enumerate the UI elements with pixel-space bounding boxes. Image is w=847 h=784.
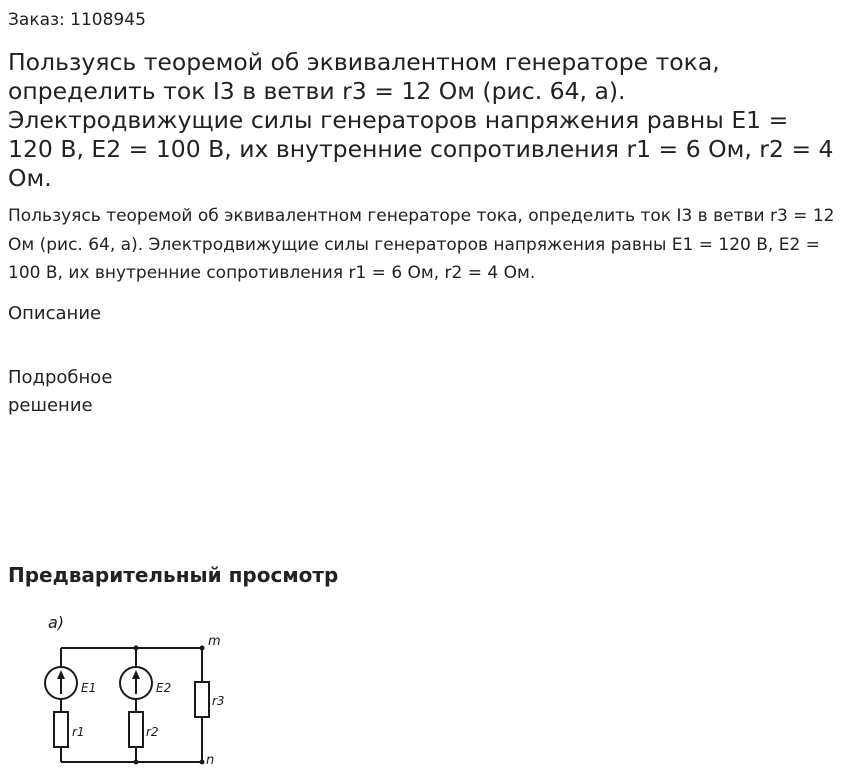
r2-resistor <box>129 712 143 747</box>
junction-bottom-dot <box>134 760 139 765</box>
junction-top-dot <box>134 646 139 651</box>
node-m-label: m <box>208 634 221 649</box>
e1-label: E1 <box>81 681 97 695</box>
node-n-label: n <box>206 753 215 768</box>
e2-arrowhead-icon <box>132 670 140 679</box>
task-description: Пользуясь теоремой об эквивалентном генераторе тока, определить ток I3 в ветви r3 = 12 Ом (рис. 64, а). Электродвижущие силы генераторов напряжения равны Е1 = 120 В, Е2 = 100 В, их внутренние сопротивления r1 = 6 Ом, r2 = 4 Ом. <box>8 206 835 283</box>
node-n-dot <box>200 760 205 765</box>
description-label: Описание <box>8 303 102 324</box>
panel-label: а) <box>48 613 65 632</box>
preview-heading: Предварительный просмотр <box>8 563 339 587</box>
r1-label: r1 <box>72 725 85 739</box>
e2-label: E2 <box>156 681 172 695</box>
task-title: Пользуясь теоремой об эквивалентном генераторе тока, определить ток I3 в ветви r3 = 12 Ом (рис. 64, а). Электродвижущие силы генераторов напряжения равны Е1 = 120 В, Е2 = 100 В, их внутренние сопротивления r1 = 6 Ом, r2 = 4 Ом. <box>8 48 834 192</box>
r3-resistor <box>195 682 209 717</box>
node-m-dot <box>200 646 205 651</box>
r1-resistor <box>54 712 68 747</box>
r3-label: r3 <box>212 694 225 708</box>
solution-label: Подробное решение <box>8 367 113 416</box>
order-number: Заказ: 1108945 <box>8 10 146 30</box>
r2-label: r2 <box>146 725 159 739</box>
circuit-svg <box>40 604 240 779</box>
e1-arrowhead-icon <box>57 670 65 679</box>
circuit-diagram <box>40 604 240 779</box>
